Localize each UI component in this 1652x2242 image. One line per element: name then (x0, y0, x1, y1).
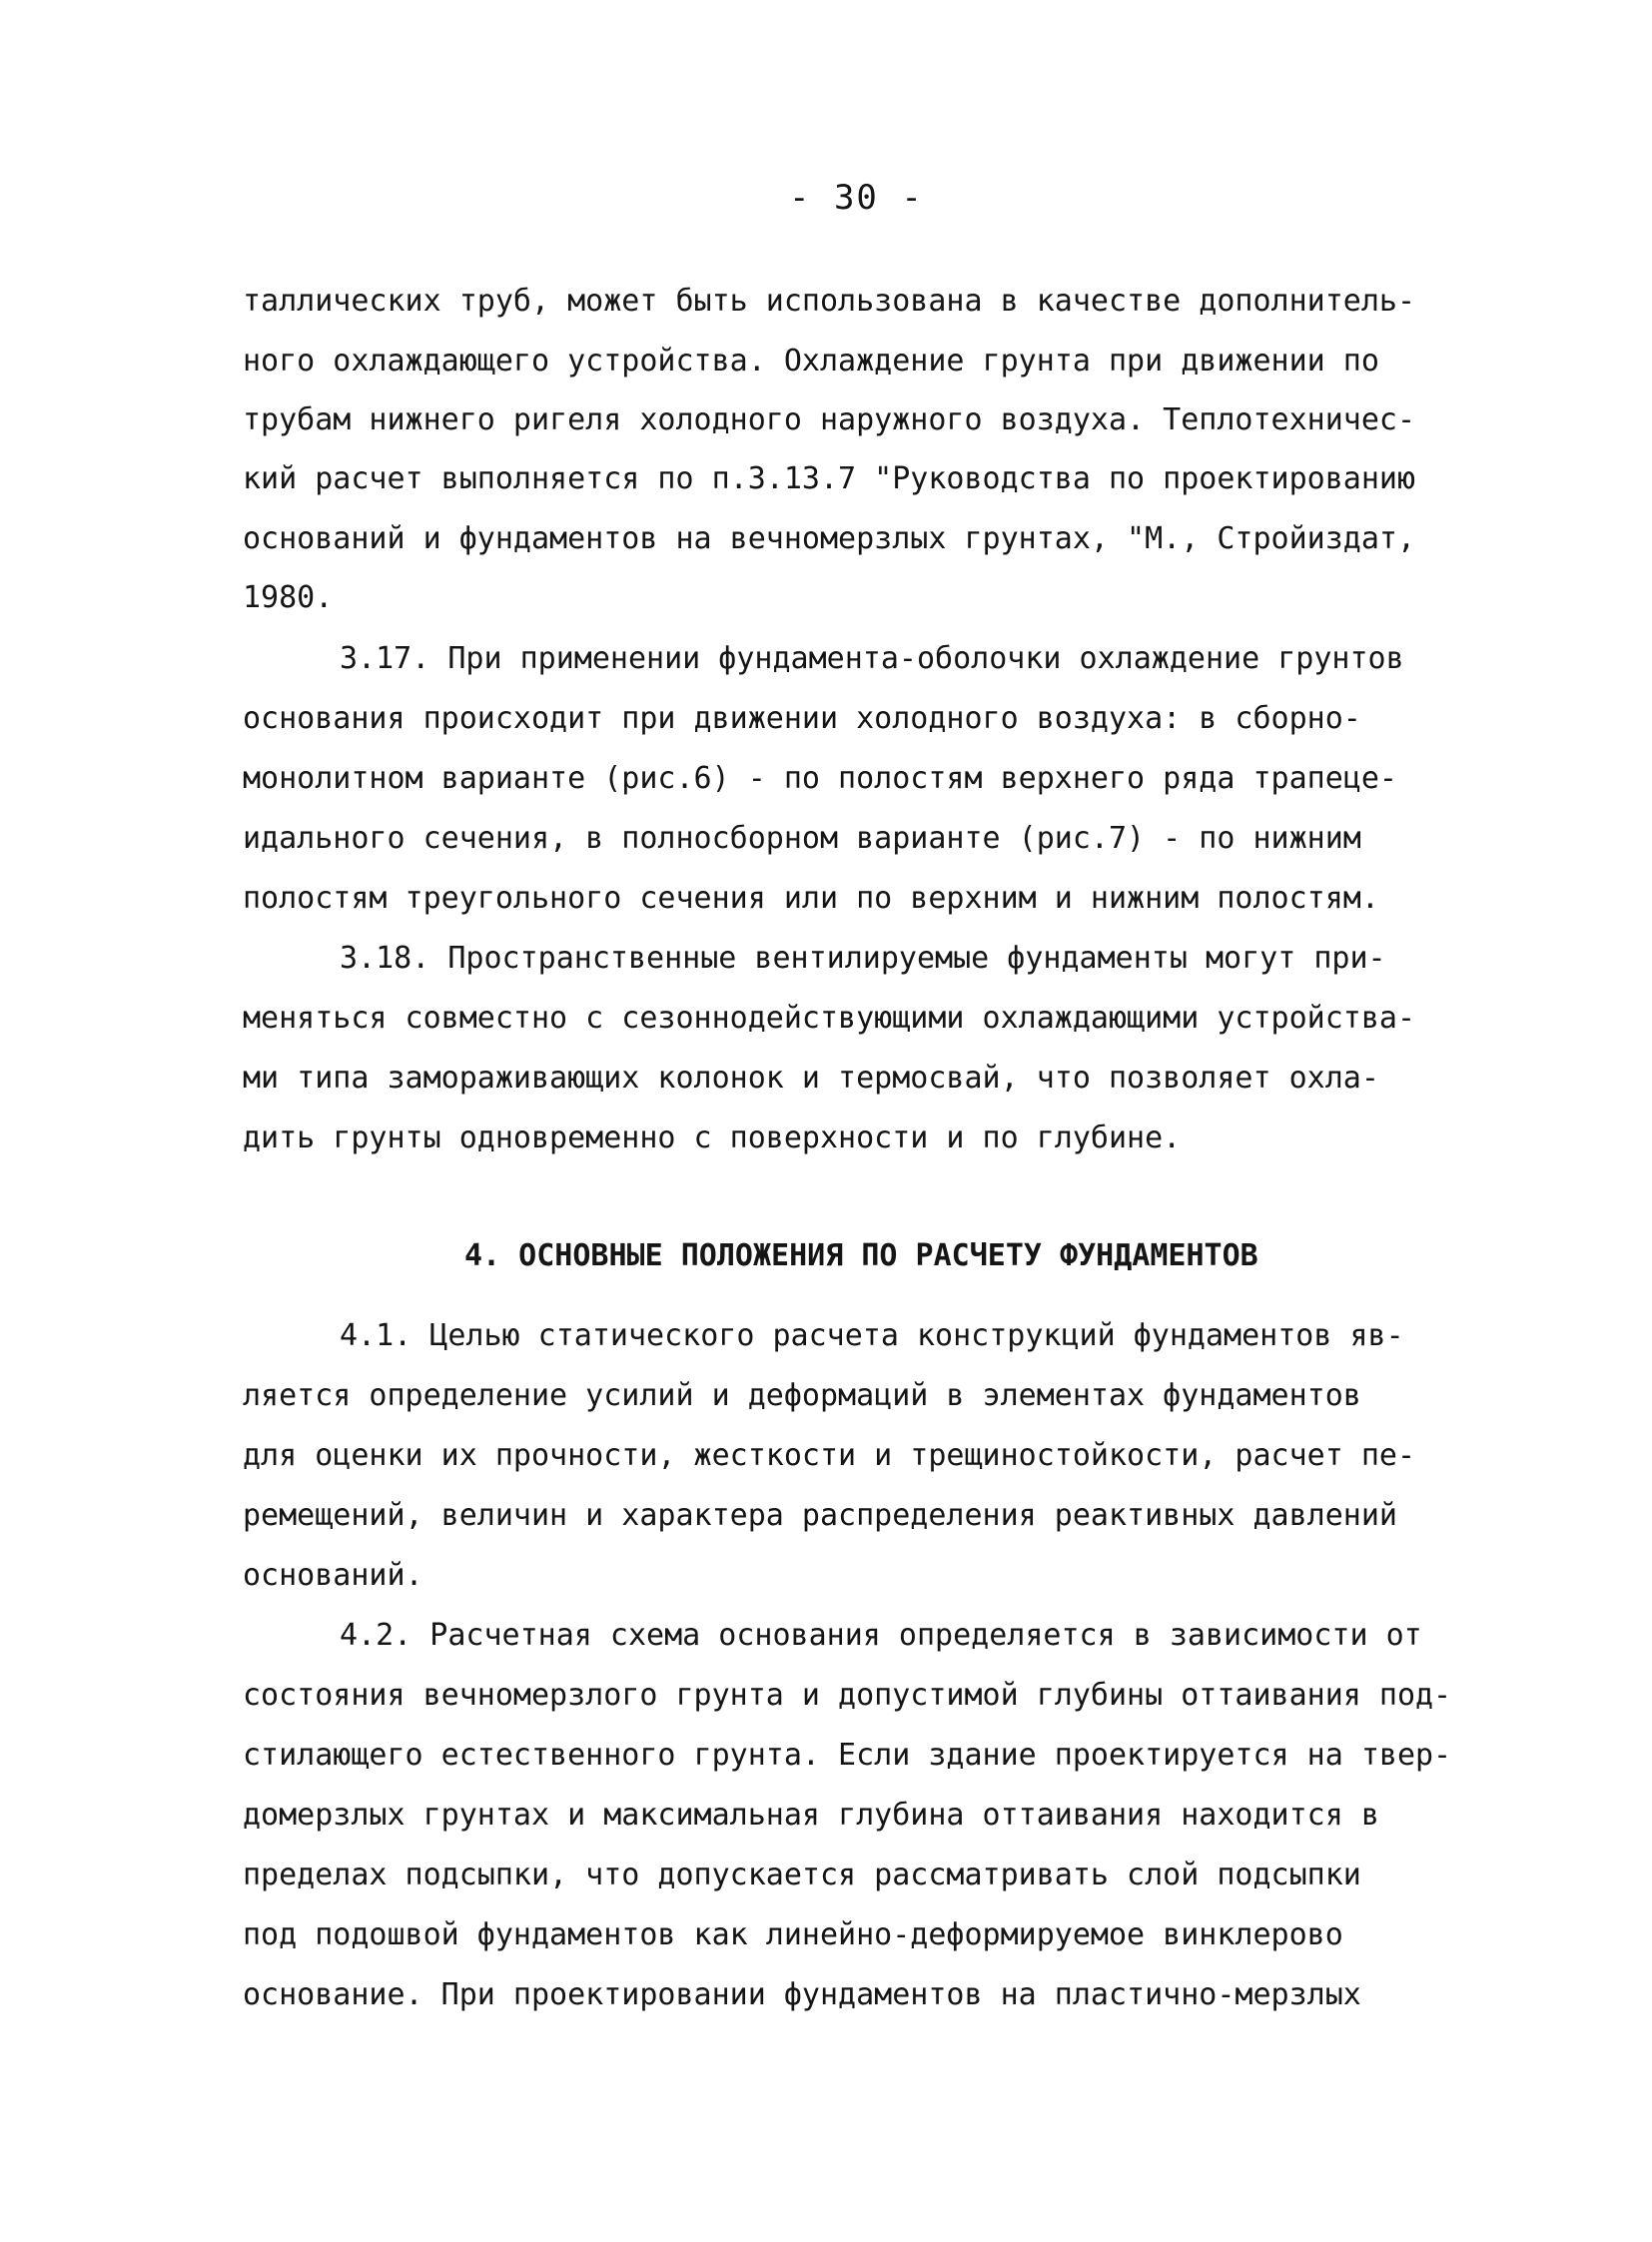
text-line: стилающего естественного грунта. Если здание проектируется на твер- (243, 1738, 1452, 1773)
text-line: ремещений, величин и характера распределения реактивных давлений (243, 1498, 1397, 1533)
text-line: основания происходит при движении холодного воздуха: в сборно- (243, 701, 1361, 736)
paragraph-3-17: 3.17. При применении фундамента-оболочки охлаждение грунтов (340, 641, 1404, 676)
page-number: - 30 - (789, 178, 924, 218)
text-line: таллических труб, может быть использована в качестве дополнитель- (243, 284, 1415, 319)
text-line: трубам нижнего ригеля холодного наружного воздуха. Теплотехничес- (243, 402, 1415, 437)
text-line: домерзлых грунтах и максимальная глубина оттаивания находится в (243, 1798, 1379, 1833)
text-line: состояния вечномерзлого грунта и допустимой глубины оттаивания под- (243, 1678, 1452, 1713)
paragraph-4-2: 4.2. Расчетная схема основания определяется в зависимости от (340, 1618, 1422, 1653)
text-line: оснований. (243, 1558, 423, 1593)
text-line: кий расчет выполняется по п.3.13.7 "Руководства по проектированию (243, 461, 1415, 496)
text-line: ми типа замораживающих колонок и термосвай, что позволяет охла- (243, 1061, 1379, 1096)
text-line: меняться совместно с сезоннодействующими охлаждающими устройства- (243, 1001, 1415, 1036)
text-line: 1980. (243, 580, 334, 615)
text-line: дить грунты одновременно с поверхности и по глубине. (243, 1121, 1182, 1155)
text-line: ляется определение усилий и деформаций в элементах фундаментов (243, 1378, 1361, 1413)
text-line: для оценки их прочности, жесткости и трещиностойкости, расчет пе- (243, 1438, 1415, 1473)
text-line: ного охлаждающего устройства. Охлаждение грунта при движении по (243, 344, 1379, 378)
paragraph-3-18: 3.18. Пространственные вентилируемые фундаменты могут при- (340, 941, 1386, 976)
text-line: полостям треугольного сечения или по верхним и нижним полостям. (243, 881, 1379, 916)
text-line: идального сечения, в полносборном варианте (рис.7) - по нижним (243, 821, 1361, 856)
text-line: монолитном варианте (рис.6) - по полостям верхнего ряда трапеце- (243, 761, 1397, 796)
text-line: основание. При проектировании фундаментов на пластично-мерзлых (243, 1977, 1361, 2012)
paragraph-4-1: 4.1. Целью статического расчета конструкций фундаментов яв- (340, 1318, 1404, 1353)
text-line: оснований и фундаментов на вечномерзлых грунтах, "М., Стройиздат, (243, 521, 1415, 556)
text-line: пределах подсыпки, что допускается рассматривать слой подсыпки (243, 1858, 1361, 1892)
text-line: под подошвой фундаментов как линейно-деформируемое винклерово (243, 1917, 1343, 1952)
section-heading: 4. ОСНОВНЫЕ ПОЛОЖЕНИЯ ПО РАСЧЕТУ ФУНДАМЕНТОВ (464, 1238, 1258, 1273)
